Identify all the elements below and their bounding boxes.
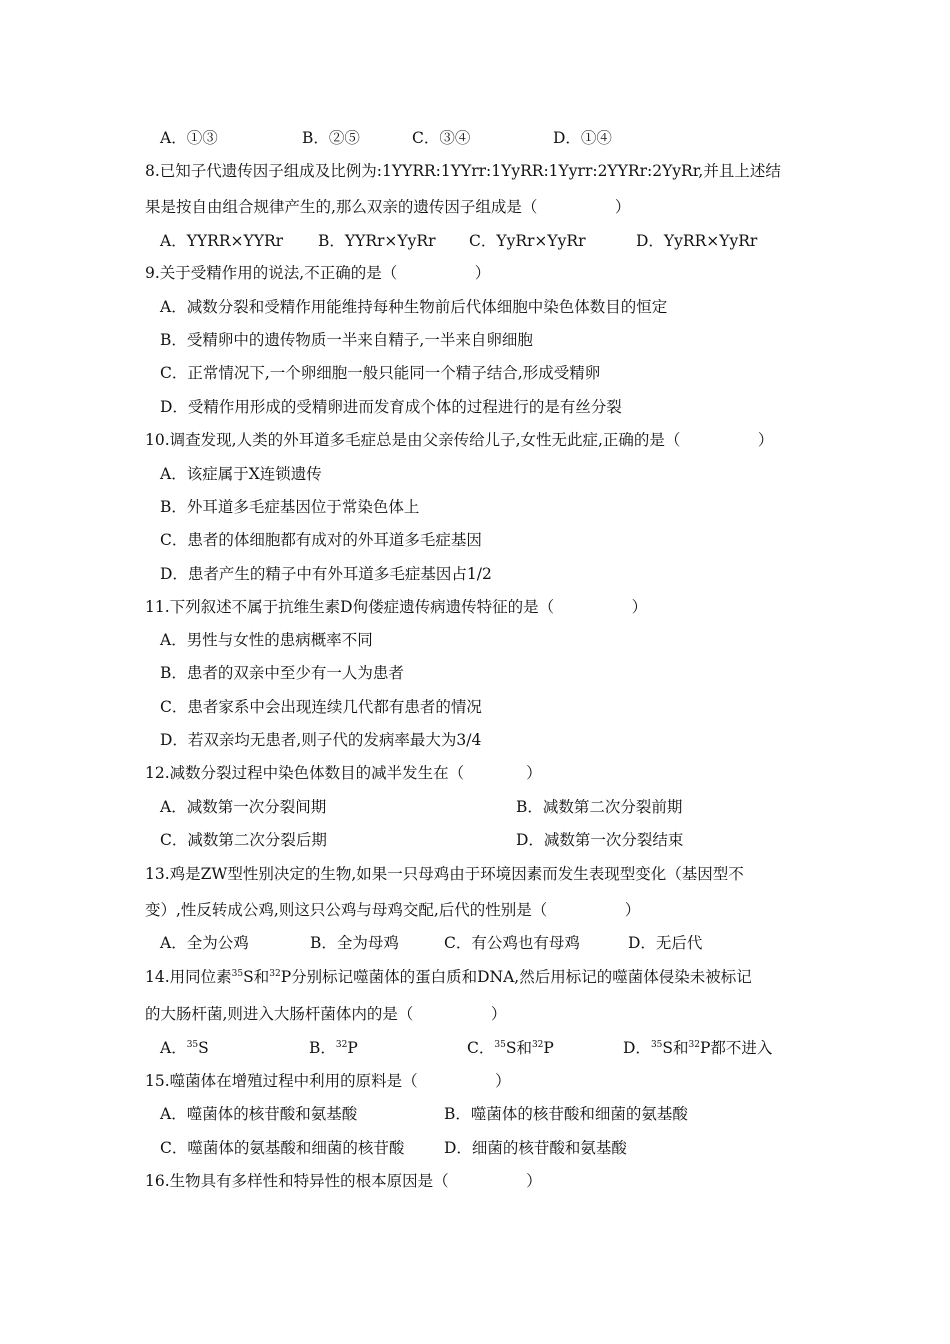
- isotope-mass-35: 35: [231, 969, 244, 979]
- q11-option-a: A．男性与女性的患病概率不同: [160, 631, 373, 649]
- q11-option-c: C．患者家系中会出现连续几代都有患者的情况: [160, 698, 482, 716]
- q15-option-d: D．细菌的核苷酸和氨基酸: [444, 1139, 627, 1157]
- q9-option-c: C．正常情况下,一个卵细胞一般只能同一个精子结合,形成受精卵: [160, 364, 601, 382]
- q11-stem: 11.下列叙述不属于抗维生素D佝偻症遗传病遗传特征的是（ ）: [145, 598, 648, 616]
- q7-option-b: B．②⑤: [302, 129, 360, 147]
- q7-option-a: A．①③: [160, 129, 218, 147]
- q14-stem-line1: [145, 967, 752, 987]
- q14-option-a: A．$^{35}$S: [160, 1039, 209, 1057]
- q10-option-c: C．患者的体细胞都有成对的外耳道多毛症基因: [160, 531, 482, 549]
- q8-option-d: D．YyRR×YyRr: [636, 232, 758, 250]
- q7-option-d: D．①④: [553, 129, 612, 147]
- q15-option-a: A．噬菌体的核苷酸和氨基酸: [160, 1105, 358, 1123]
- q14-option-b: B．$^{32}$P: [309, 1039, 358, 1057]
- q10-stem: 10.调查发现,人类的外耳道多毛症总是由父亲传给儿子,女性无此症,正确的是（ ）: [145, 431, 774, 449]
- q8-option-c: C．YyRr×YyRr: [469, 232, 586, 250]
- q9-option-a: A．减数分裂和受精作用能维持每种生物前后代体细胞中染色体数目的恒定: [160, 298, 668, 316]
- q14-text-b: S和: [243, 968, 270, 986]
- q9-stem: 9.关于受精作用的说法,不正确的是（ ）: [145, 264, 491, 282]
- q14-stem-line2: 的大肠杆菌,则进入大肠杆菌体内的是（ ）: [145, 1005, 507, 1023]
- q11-option-b: B．患者的双亲中至少有一人为患者: [160, 664, 404, 682]
- isotope-mass-32: 32: [269, 969, 281, 979]
- q15-option-b: B．噬菌体的核苷酸和细菌的氨基酸: [444, 1105, 688, 1123]
- q12-option-a: A．减数第一次分裂间期: [160, 798, 327, 816]
- q9-option-b: B．受精卵中的遗传物质一半来自精子,一半来自卵细胞: [160, 331, 533, 349]
- q13-option-a: A．全为公鸡: [160, 934, 249, 952]
- q10-option-d: D．患者产生的精子中有外耳道多毛症基因占1/2: [160, 565, 492, 583]
- q14-option-d: D．$^{35}$S和$^{32}$P都不进入: [623, 1039, 773, 1057]
- q8-stem-line2: 果是按自由组合规律产生的,那么双亲的遗传因子组成是（ ）: [145, 198, 631, 216]
- q11-option-d: D．若双亲均无患者,则子代的发病率最大为3/4: [160, 731, 482, 749]
- q13-stem-line2: 变）,性反转成公鸡,则这只公鸡与母鸡交配,后代的性别是（ ）: [145, 901, 641, 919]
- q15-option-c: C．噬菌体的氨基酸和细菌的核苷酸: [160, 1139, 405, 1157]
- q12-option-b: B．减数第二次分裂前期: [516, 798, 683, 816]
- q13-stem-line1: 13.鸡是ZW型性别决定的生物,如果一只母鸡由于环境因素而发生表现型变化（基因型不: [145, 865, 744, 883]
- q13-option-b: B．全为母鸡: [310, 934, 399, 952]
- q14-option-c: C．$^{35}$S和$^{32}$P: [467, 1039, 554, 1057]
- q15-stem: 15.噬菌体在增殖过程中利用的原料是（ ）: [145, 1072, 511, 1090]
- q12-option-c: C．减数第二次分裂后期: [160, 831, 327, 849]
- q10-option-b: B．外耳道多毛症基因位于常染色体上: [160, 498, 420, 516]
- q14-text-a: 14.用同位素: [145, 968, 232, 986]
- q7-option-c: C．③④: [412, 129, 471, 147]
- q13-option-d: D．无后代: [628, 934, 703, 952]
- q8-option-b: B．YYRr×YyRr: [318, 232, 436, 250]
- q8-stem-line1: 8.已知子代遗传因子组成及比例为:1YYRR:1YYrr:1YyRR:1Yyrr:2YYRr:2YyRr,并且上述结: [145, 162, 781, 180]
- q13-option-c: C．有公鸡也有母鸡: [444, 934, 580, 952]
- q16-stem: 16.生物具有多样性和特异性的根本原因是（ ）: [145, 1172, 542, 1190]
- q9-option-d: D．受精作用形成的受精卵进而发育成个体的过程进行的是有丝分裂: [160, 398, 622, 416]
- q12-stem: 12.减数分裂过程中染色体数目的减半发生在（ ）: [145, 764, 542, 782]
- q14-text-c: P分别标记噬菌体的蛋白质和DNA,然后用标记的噬菌体侵染未被标记: [280, 968, 752, 986]
- q12-option-d: D．减数第一次分裂结束: [516, 831, 684, 849]
- q8-option-a: A．YYRR×YYRr: [160, 232, 284, 250]
- q10-option-a: A．该症属于X连锁遗传: [160, 465, 322, 483]
